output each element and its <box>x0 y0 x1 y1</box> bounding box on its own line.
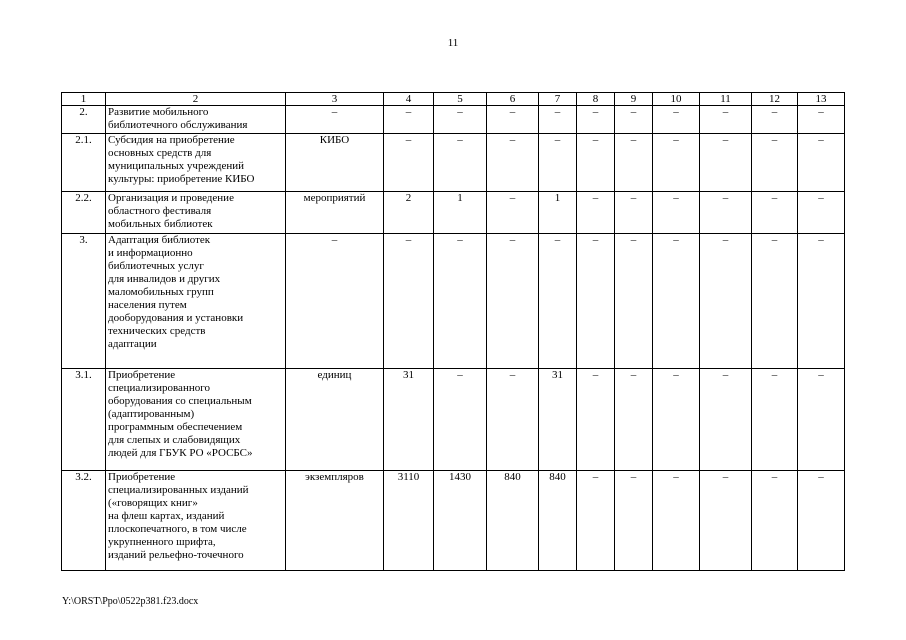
row-name <box>106 134 286 192</box>
row-value-col-6: – <box>487 234 539 369</box>
row-name <box>106 369 286 471</box>
row-value-col-7: – <box>539 134 577 192</box>
row-name-line: («говорящих книг» <box>108 496 198 509</box>
row-value-col-11: – <box>700 369 752 471</box>
row-number: 2.2. <box>62 192 106 234</box>
row-value-col-10: – <box>653 471 700 571</box>
row-name-line: для инвалидов и других <box>108 272 221 285</box>
row-value-col-6: – <box>487 369 539 471</box>
column-header-7: 7 <box>539 93 577 106</box>
column-header-5: 5 <box>434 93 487 106</box>
row-name-line: людей для ГБУК РО «РОСБС» <box>108 446 253 459</box>
row-name-line: дооборудования и установки <box>108 311 244 324</box>
row-value-col-4: 31 <box>384 369 434 471</box>
row-name-line: культуры: приобретение КИБО <box>108 172 255 185</box>
row-value-col-5: 1 <box>434 192 487 234</box>
row-value-col-13: – <box>798 134 845 192</box>
row-value-col-9: – <box>615 134 653 192</box>
row-value-col-7: 1 <box>539 192 577 234</box>
row-value-col-12: – <box>752 234 798 369</box>
row-name-line: Организация и проведение <box>108 192 234 204</box>
row-value-col-12: – <box>752 106 798 134</box>
column-header-3: 3 <box>286 93 384 106</box>
row-unit: КИБО <box>286 134 384 192</box>
row-number: 2.1. <box>62 134 106 192</box>
row-unit: экземпляров <box>286 471 384 571</box>
row-value-col-13: – <box>798 192 845 234</box>
row-name-line: программным обеспечением <box>108 420 243 433</box>
row-value-col-5: – <box>434 134 487 192</box>
row-value-col-11: – <box>700 234 752 369</box>
row-value-col-10: – <box>653 106 700 134</box>
row-value-col-7: 840 <box>539 471 577 571</box>
table-header <box>62 93 845 106</box>
row-value-col-11: – <box>700 106 752 134</box>
row-value-col-5: – <box>434 106 487 134</box>
row-value-col-12: – <box>752 471 798 571</box>
column-header-12: 12 <box>752 93 798 106</box>
row-number: 3.2. <box>62 471 106 571</box>
table-row <box>62 192 845 234</box>
table-row <box>62 234 845 369</box>
row-name <box>106 106 286 134</box>
column-header-10: 10 <box>653 93 700 106</box>
row-value-col-6: – <box>487 134 539 192</box>
row-value-col-13: – <box>798 369 845 471</box>
row-unit: – <box>286 234 384 369</box>
row-value-col-11: – <box>700 192 752 234</box>
row-number: 3. <box>62 234 106 369</box>
row-value-col-10: – <box>653 192 700 234</box>
row-name-line: библиотечных услуг <box>108 259 204 272</box>
table-row <box>62 134 845 192</box>
row-name-line: оборудования со специальным <box>108 394 252 407</box>
row-name-line: укрупненного шрифта, <box>108 535 216 548</box>
row-name-line: (адаптированным) <box>108 407 195 420</box>
row-number: 2. <box>62 106 106 134</box>
row-value-col-11: – <box>700 471 752 571</box>
row-value-col-5: 1430 <box>434 471 487 571</box>
row-value-col-4: – <box>384 234 434 369</box>
row-name-line: населения путем <box>108 298 187 311</box>
header-row <box>62 93 845 106</box>
row-name-line: муниципальных учреждений <box>108 159 245 172</box>
row-value-col-13: – <box>798 234 845 369</box>
row-name-line: Адаптация библиотек <box>108 234 211 246</box>
row-name-line: и информационно <box>108 246 193 259</box>
row-name-line: библиотечного обслуживания <box>108 118 248 131</box>
row-name <box>106 192 286 234</box>
row-value-col-4: – <box>384 134 434 192</box>
column-header-6: 6 <box>487 93 539 106</box>
table-body <box>62 106 845 571</box>
row-unit: единиц <box>286 369 384 471</box>
row-name-line: Приобретение <box>108 471 176 483</box>
row-unit: мероприятий <box>286 192 384 234</box>
column-header-4: 4 <box>384 93 434 106</box>
row-value-col-8: – <box>577 369 615 471</box>
footer-file-path: Y:\ORST\Ppo\0522p381.f23.docx <box>62 596 199 607</box>
row-name-line: Развитие мобильного <box>108 106 209 118</box>
row-value-col-8: – <box>577 471 615 571</box>
row-value-col-4: – <box>384 106 434 134</box>
row-value-col-10: – <box>653 134 700 192</box>
row-name-line: областного фестиваля <box>108 204 212 217</box>
row-value-col-7: – <box>539 106 577 134</box>
row-name <box>106 234 286 369</box>
row-value-col-13: – <box>798 471 845 571</box>
row-value-col-10: – <box>653 234 700 369</box>
row-name-line: Субсидия на приобретение <box>108 134 235 146</box>
page-number: 11 <box>447 37 459 49</box>
row-value-col-12: – <box>752 134 798 192</box>
row-name-line: изданий рельефно-точечного <box>108 548 244 561</box>
row-number: 3.1. <box>62 369 106 471</box>
row-name-line: Приобретение <box>108 369 176 381</box>
row-name-line: специализированного <box>108 381 210 394</box>
row-value-col-7: – <box>539 234 577 369</box>
row-value-col-12: – <box>752 192 798 234</box>
row-value-col-10: – <box>653 369 700 471</box>
row-value-col-9: – <box>615 192 653 234</box>
table-row <box>62 471 845 571</box>
row-value-col-13: – <box>798 106 845 134</box>
row-value-col-6: – <box>487 106 539 134</box>
row-name-line: адаптации <box>108 337 157 350</box>
column-header-11: 11 <box>700 93 752 106</box>
row-value-col-5: – <box>434 234 487 369</box>
row-value-col-7: 31 <box>539 369 577 471</box>
column-header-9: 9 <box>615 93 653 106</box>
row-value-col-9: – <box>615 369 653 471</box>
indicators-table <box>61 92 845 571</box>
row-name-line: мобильных библиотек <box>108 217 213 230</box>
table-row <box>62 369 845 471</box>
row-value-col-6: – <box>487 192 539 234</box>
column-header-1: 1 <box>62 93 106 106</box>
column-header-2: 2 <box>106 93 286 106</box>
row-name <box>106 471 286 571</box>
row-name-line: специализированных изданий <box>108 483 249 496</box>
row-name-line: технических средств <box>108 324 206 337</box>
row-name-line: на флеш картах, изданий <box>108 509 225 522</box>
row-value-col-8: – <box>577 234 615 369</box>
table-row <box>62 106 845 134</box>
row-value-col-11: – <box>700 134 752 192</box>
row-name-line: основных средств для <box>108 146 212 159</box>
row-value-col-4: 3110 <box>384 471 434 571</box>
row-value-col-4: 2 <box>384 192 434 234</box>
row-name-line: плоскопечатного, в том числе <box>108 522 247 535</box>
row-value-col-8: – <box>577 106 615 134</box>
row-value-col-6: 840 <box>487 471 539 571</box>
column-header-8: 8 <box>577 93 615 106</box>
row-unit: – <box>286 106 384 134</box>
row-name-line: маломобильных групп <box>108 285 214 298</box>
row-value-col-9: – <box>615 234 653 369</box>
column-header-13: 13 <box>798 93 845 106</box>
row-value-col-12: – <box>752 369 798 471</box>
row-value-col-9: – <box>615 106 653 134</box>
row-value-col-8: – <box>577 134 615 192</box>
row-value-col-9: – <box>615 471 653 571</box>
row-value-col-8: – <box>577 192 615 234</box>
row-name-line: для слепых и слабовидящих <box>108 433 241 446</box>
row-value-col-5: – <box>434 369 487 471</box>
